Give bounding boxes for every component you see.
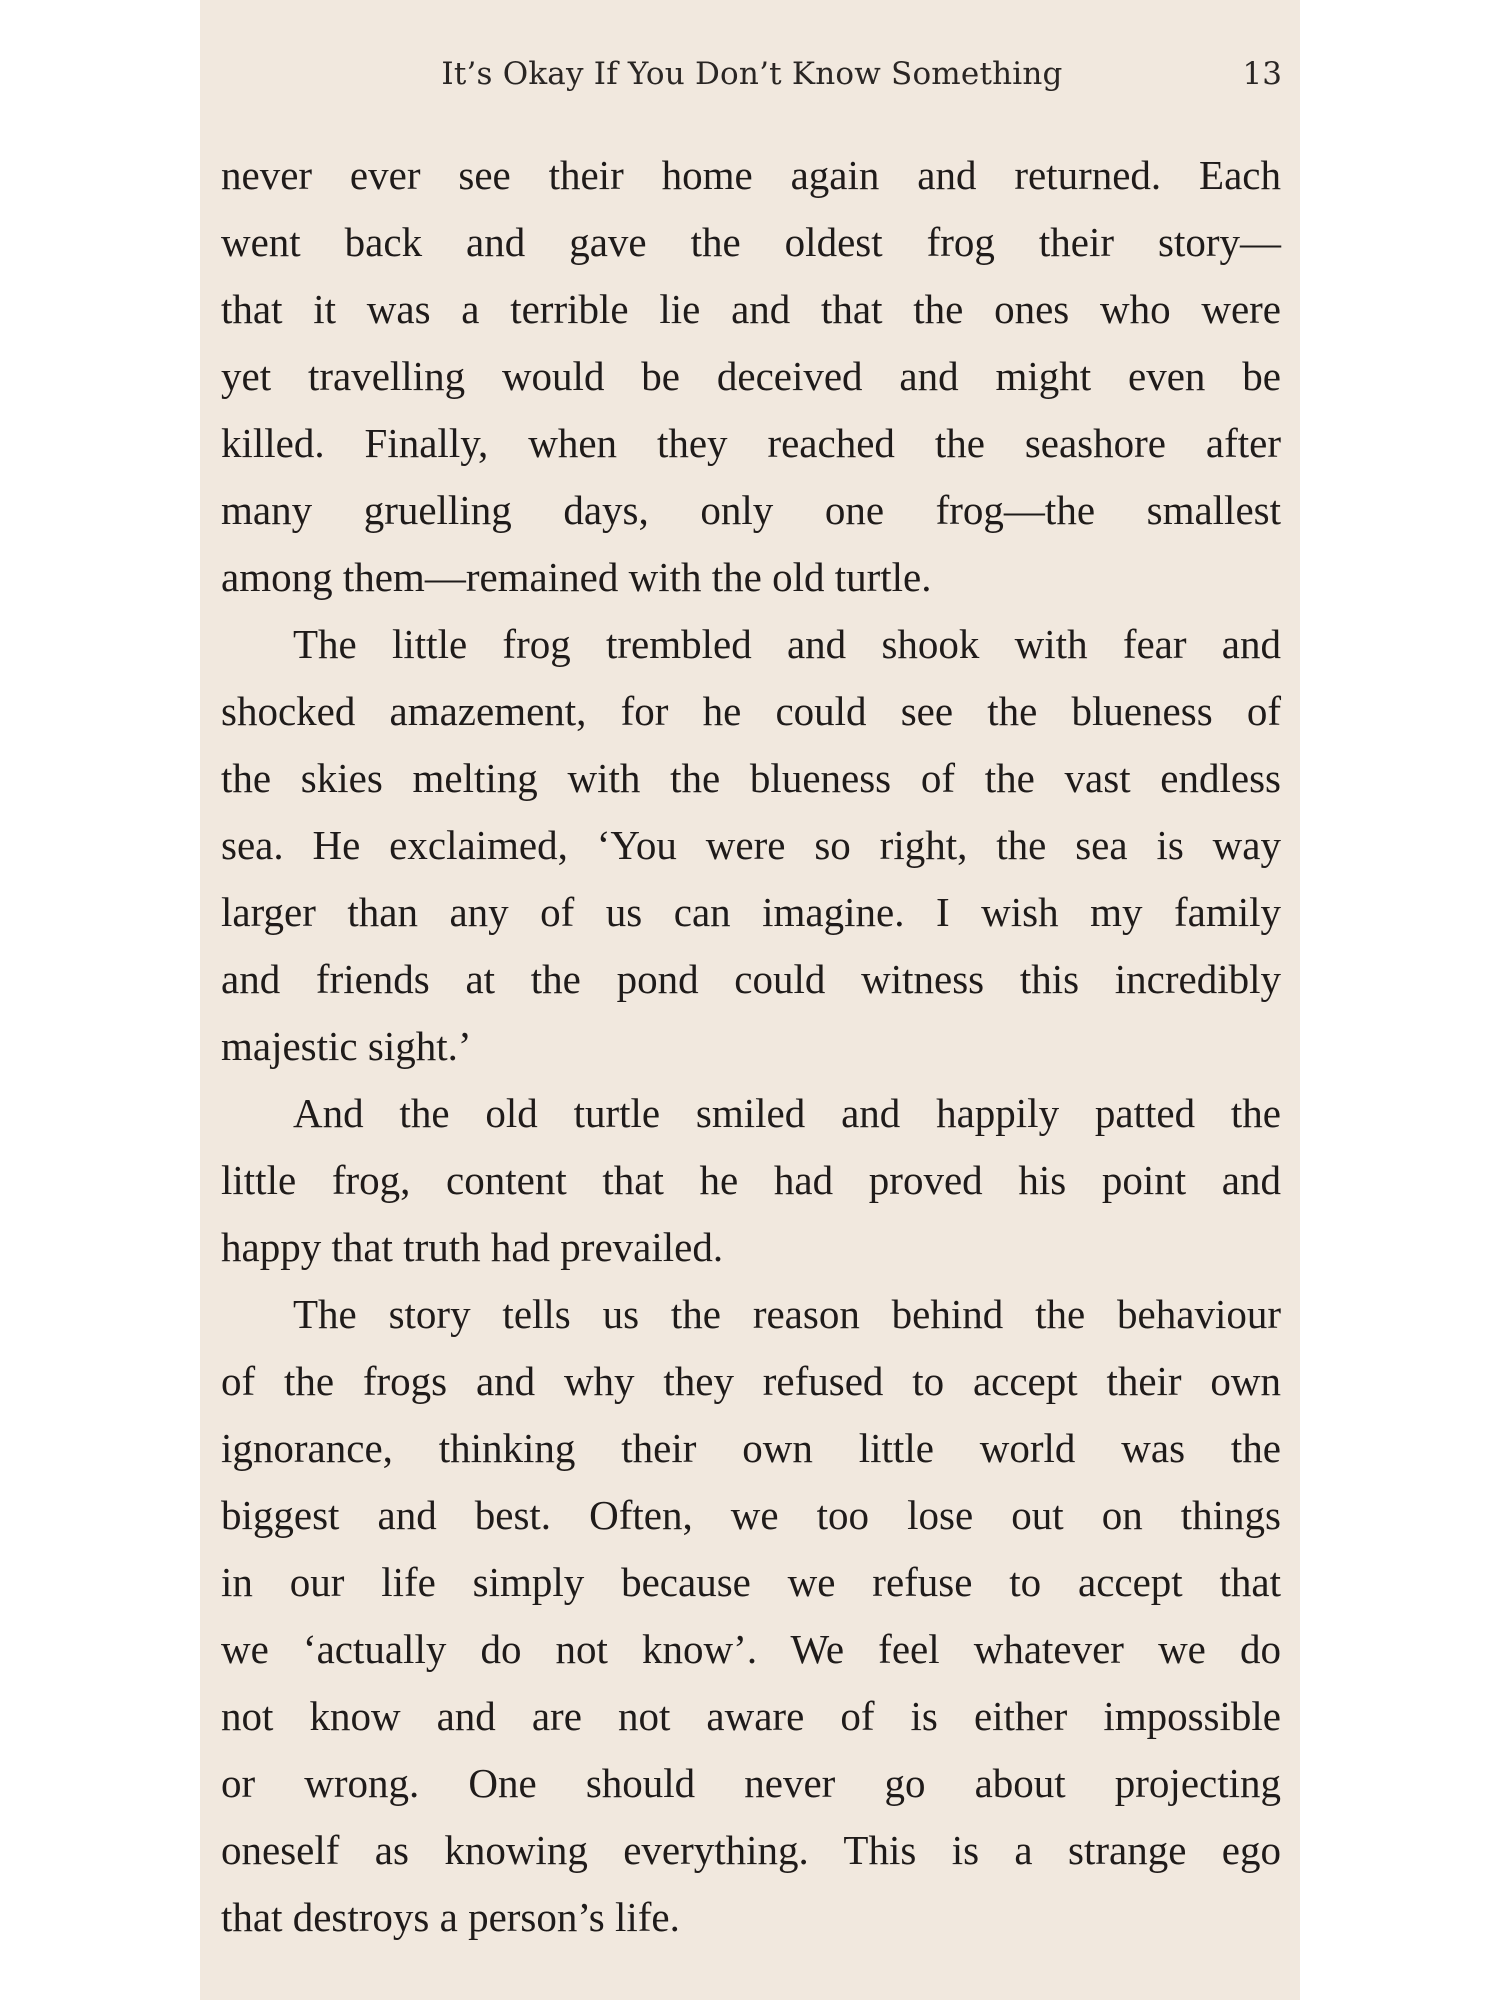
text-line: and friends at the pond could witness this incredibly [221, 956, 1281, 1002]
text-line: never ever see their home again and returned. Each [221, 152, 1281, 198]
text-line: The story tells us the reason behind the behaviour [293, 1291, 1281, 1337]
text-line: we ‘actually do not know’. We feel whatever we do [221, 1626, 1281, 1672]
text-line: yet travelling would be deceived and might even be [221, 353, 1281, 399]
text-line: that it was a terrible lie and that the ones who were [221, 286, 1281, 332]
text-line: among them—remained with the old turtle. [221, 554, 932, 600]
text-line: majestic sight.’ [221, 1023, 472, 1069]
text-line: larger than any of us can imagine. I wish my family [221, 889, 1281, 935]
body-text [221, 142, 1281, 1951]
text-line: ignorance, thinking their own little world was the [221, 1425, 1281, 1471]
text-line: the skies melting with the blueness of the vast endless [221, 755, 1281, 801]
book-page [200, 0, 1300, 2000]
text-line: in our life simply because we refuse to accept that [221, 1559, 1281, 1605]
text-line: many gruelling days, only one frog—the smallest [221, 487, 1281, 533]
text-line: went back and gave the oldest frog their story— [221, 219, 1281, 265]
text-line: oneself as knowing everything. This is a strange ego [221, 1827, 1281, 1873]
text-line: happy that truth had prevailed. [221, 1224, 724, 1270]
text-line: shocked amazement, for he could see the blueness of [221, 688, 1281, 734]
text-line: killed. Finally, when they reached the seashore after [221, 420, 1281, 466]
text-line: And the old turtle smiled and happily patted the [293, 1090, 1281, 1136]
text-line: or wrong. One should never go about projecting [221, 1760, 1281, 1806]
text-line: that destroys a person’s life. [221, 1894, 680, 1940]
text-line: biggest and best. Often, we too lose out on things [221, 1492, 1281, 1538]
text-line: sea. He exclaimed, ‘You were so right, the sea is way [221, 822, 1281, 868]
running-title: It’s Okay If You Don’t Know Something [441, 56, 1063, 92]
text-line: not know and are not aware of is either impossible [221, 1693, 1281, 1739]
running-head [222, 56, 1282, 100]
text-line: little frog, content that he had proved his point and [221, 1157, 1281, 1203]
text-line: The little frog trembled and shook with fear and [293, 621, 1281, 667]
text-line: of the frogs and why they refused to accept their own [221, 1358, 1281, 1404]
page-number: 13 [1242, 56, 1282, 92]
